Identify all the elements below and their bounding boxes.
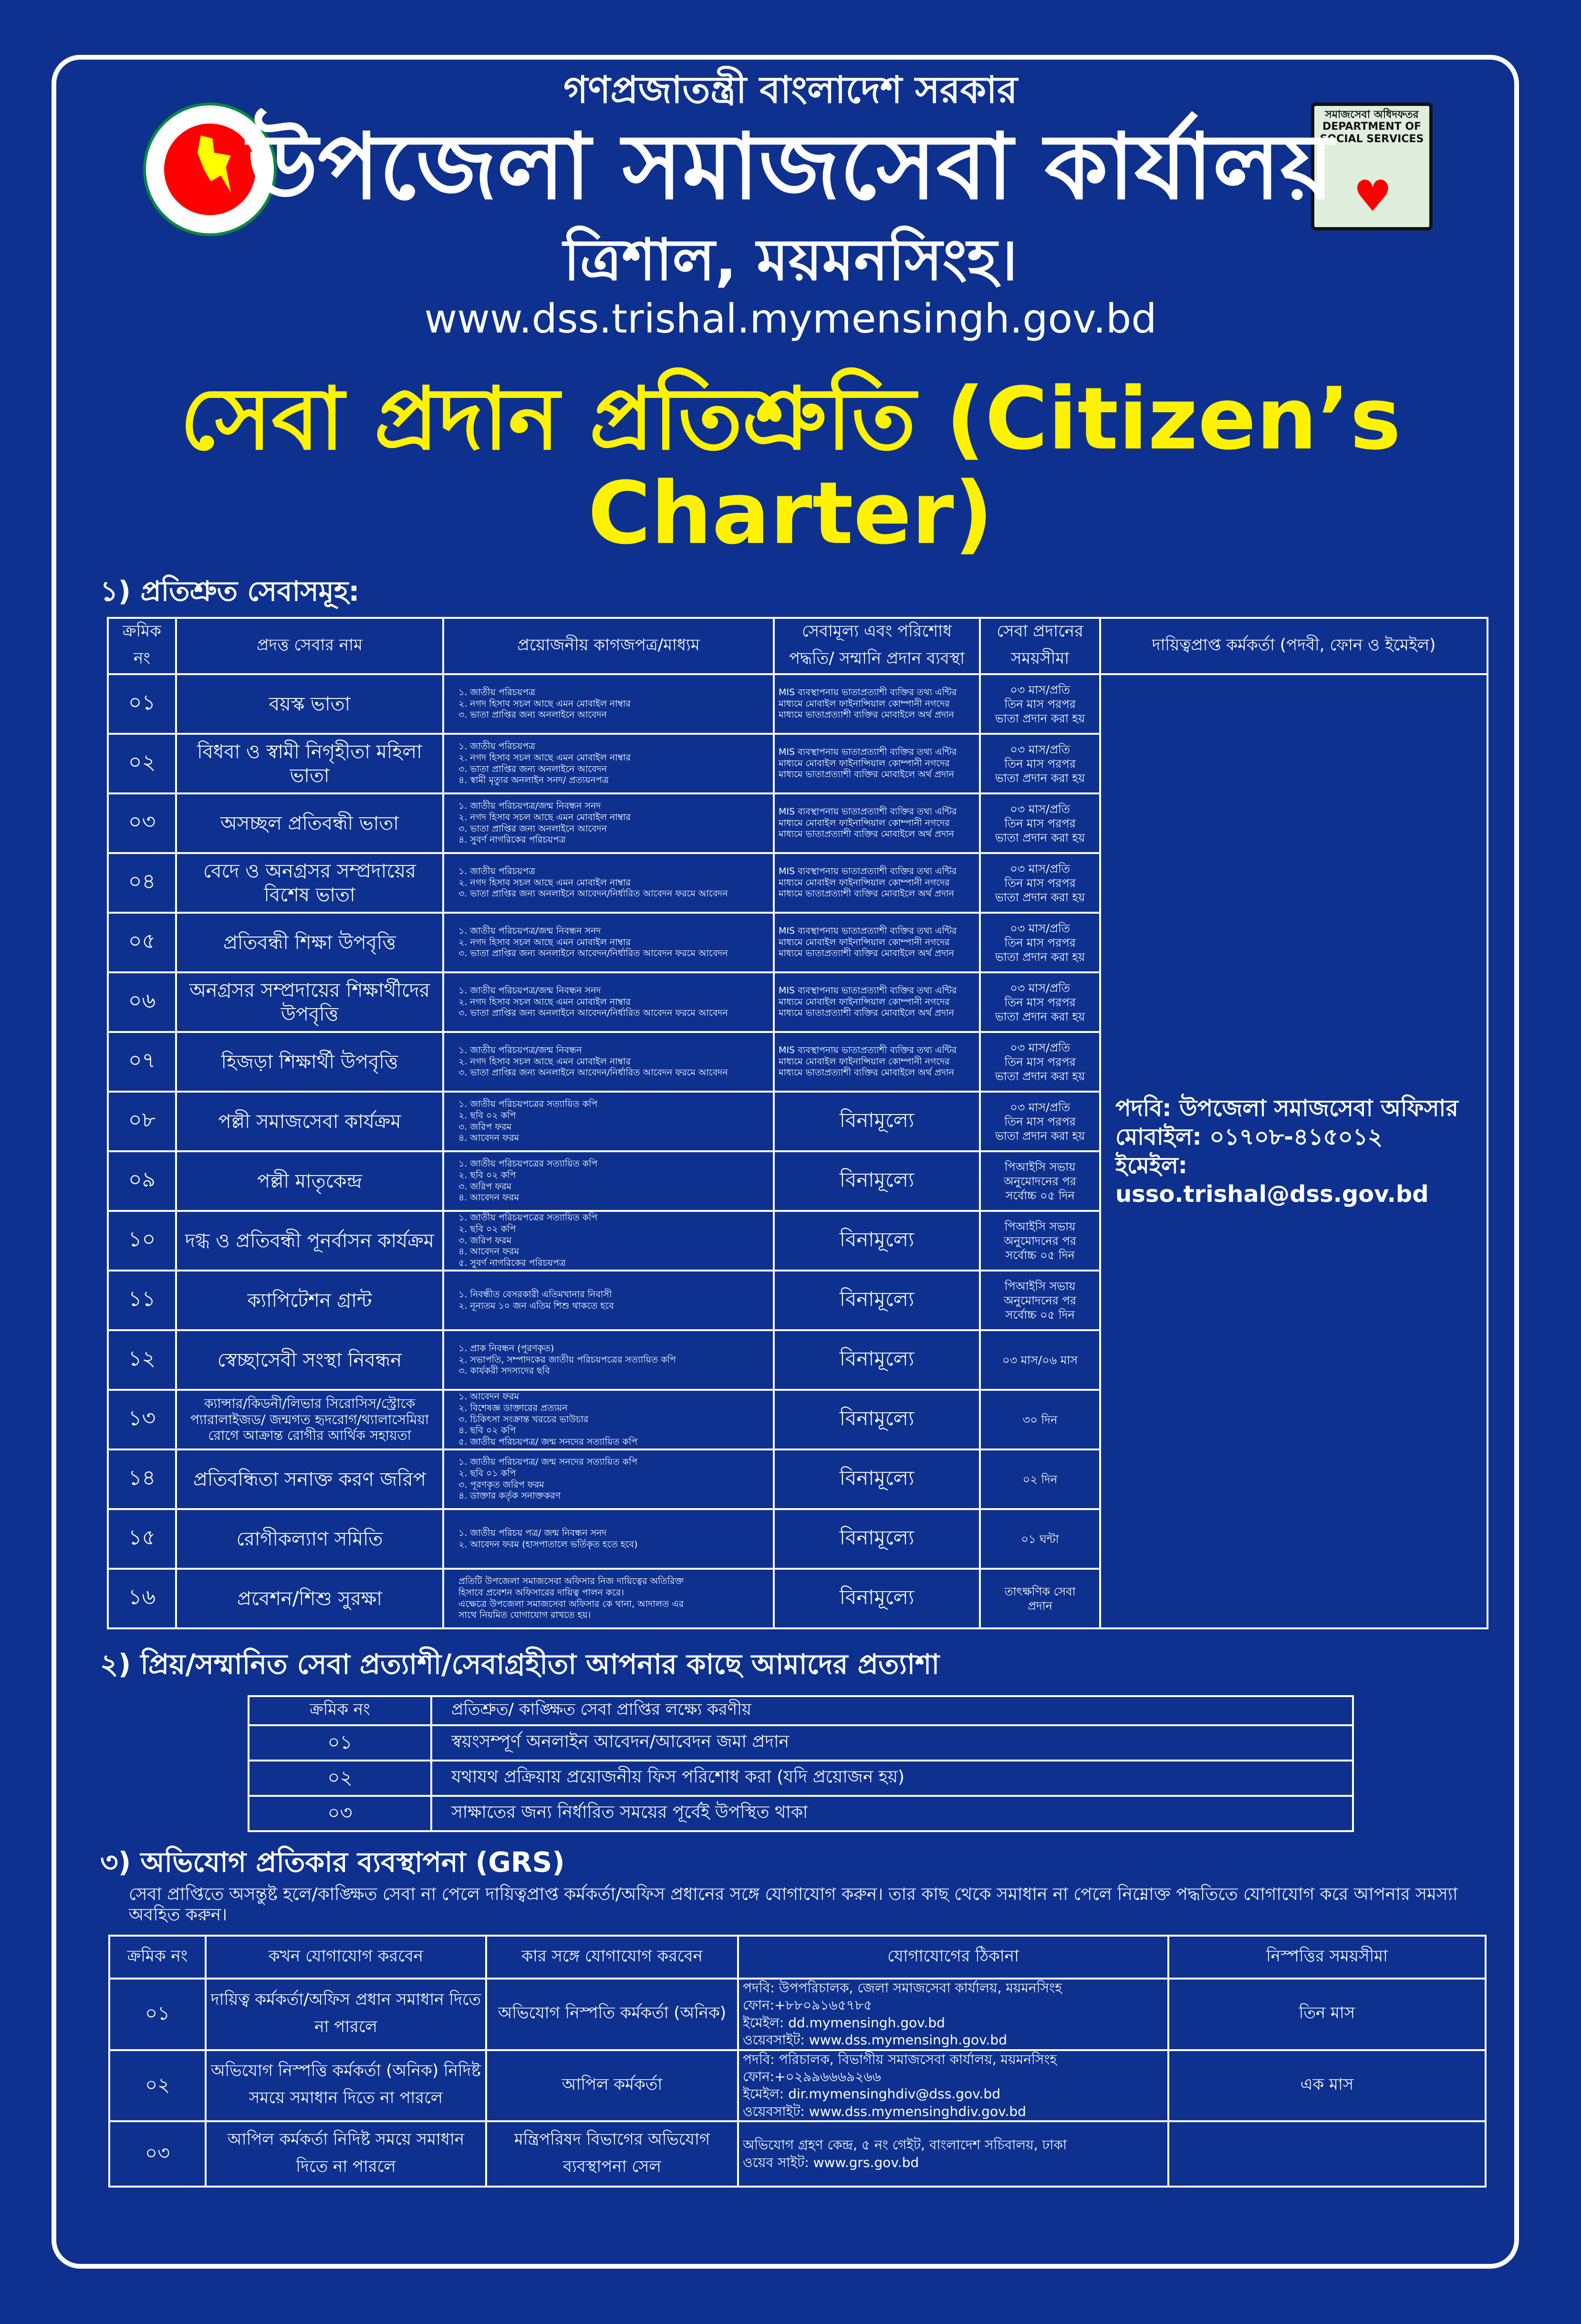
document-item: ৩. ভাতা প্রাপ্তির জন্য অনলাইনে আবেদন: [458, 823, 607, 834]
payment-method: [774, 1390, 980, 1449]
payment-line: বিনামূল্যে: [839, 1168, 915, 1191]
payment-method: [774, 972, 980, 1032]
payment-line: বিনামূল্যে: [839, 1347, 915, 1370]
service-name: প্রতিবন্ধী শিক্ষা উপবৃত্তি: [176, 913, 443, 972]
document-item: ৪. স্বামী মৃত্যুর অনলাইন সনদ/ প্রত্যয়নপত্র: [458, 775, 609, 786]
required-documents: [443, 972, 774, 1032]
payment-line: বিনামূল্যে: [839, 1108, 915, 1132]
time-line: ভাতা প্রদান করা হয়: [995, 890, 1085, 904]
required-documents: [443, 913, 774, 972]
required-documents: [443, 1330, 774, 1390]
time-line: তিন মাস পরপর: [1004, 757, 1076, 771]
column-header: সেবা প্রদানের সময়সীমা: [980, 618, 1100, 674]
when-to-contact: অভিযোগ নিস্পত্তি কর্মকর্তা (অনিক) নিদিষ্ট সময়ে সমাধান দিতে না পারলে: [206, 2050, 486, 2122]
time-line: তাৎক্ষণিক সেবা: [1004, 1584, 1076, 1598]
document-item: ৩. ভাতা প্রাপ্তির জন্য অনলাইনে আবেদন/নির্ধারিত আবেদন ফরমে আবেদন: [458, 888, 728, 899]
time-line: ০৩ মাস/প্রতি: [1010, 1041, 1070, 1054]
column-header: ক্রমিক নং: [249, 1696, 431, 1725]
document-item: ১. জাতীয় পরিচয়পত্র: [458, 687, 535, 698]
time-line: তিন মাস পরপর: [1004, 876, 1076, 890]
serial-number: ০৮: [108, 1092, 176, 1151]
serial-number: ০২: [109, 2050, 206, 2122]
time-line: ভাতা প্রদান করা হয়: [995, 711, 1085, 725]
serial-number: ০৭: [108, 1032, 176, 1092]
document-item: ২. নগদ হিসাব সচল আছে এমন মোবাইল নাম্বার: [458, 752, 631, 763]
document-item: ৪. সুবর্ণ নাগরিকের পরিচয়পত্র: [458, 834, 566, 845]
document-item: ১. আবেদন ফরম: [458, 1391, 520, 1402]
payment-method: [774, 1569, 980, 1628]
time-line: প্রদান: [1028, 1599, 1052, 1613]
document-item: ১. নিবন্ধীত বেসরকারী এতিমখানার নিবাসী: [458, 1289, 612, 1300]
service-time-limit: [980, 1032, 1100, 1092]
expectations-table: [248, 1695, 1354, 1832]
payment-line: MIS ব্যবস্থাপনায় ভাতাপ্রত্যাশী ব্যক্তির তথ্য এন্টির: [779, 806, 957, 817]
whom-to-contact: অভিযোগ নিস্পতি কর্মকর্তা (অনিক): [486, 1979, 738, 2050]
time-line: ০৩ মাস/প্রতি: [1010, 862, 1070, 875]
required-documents: [443, 734, 774, 793]
document-item: ১. জাতীয় পরিচয়পত্র/জন্ম নিবন্ধন সনদ: [458, 985, 601, 996]
document-item: এক্ষেত্রে উপজেলা সমাজসেবা অফিসার কে থানা, আদালত এর: [458, 1598, 684, 1609]
document-item: ২. নগদ হিসাব সচল আছে এমন মোবাইল নাম্বার: [458, 812, 631, 823]
document-item: ২. আবেদন ফরম (হাসপাতালে ভর্তিকৃত হতে হবে): [458, 1539, 638, 1550]
document-item: ৩. ভাতা প্রাপ্তির জন্য অনলাইনে আবেদন: [458, 763, 607, 774]
section2-title: ২) প্রিয়/সম্মানিত সেবা প্রত্যাশী/সেবাগ্রহীতা আপনার কাছে আমাদের প্রত্যাশা: [100, 1648, 940, 1680]
table-row: [249, 1796, 1353, 1831]
serial-number: ০৫: [108, 913, 176, 972]
serial-number: ০২: [249, 1761, 431, 1796]
payment-method: [774, 734, 980, 793]
contact-address: [738, 2121, 1168, 2187]
payment-line: মাধ্যমে ভাতাপ্রত্যাশী ব্যক্তির মোবাইলে অর্থ প্রদান: [779, 948, 954, 959]
document-item: ৩. ভাতা প্রাপ্তির জন্য অনলাইনে আবেদন: [458, 709, 607, 720]
document-item: ৩. জরিপ ফরম: [458, 1235, 512, 1246]
table-row: [109, 2121, 1486, 2187]
payment-method: [774, 1330, 980, 1390]
time-line: ভাতা প্রদান করা হয়: [995, 1010, 1085, 1023]
expectation-text: যথাযথ প্রক্রিয়ায় প্রয়োজনীয় ফিস পরিশোধ করা (যদি প্রয়োজন হয়): [431, 1761, 1353, 1796]
required-documents: [443, 1211, 774, 1271]
document-item: ১. প্রাক নিবন্ধন (পূরণকৃত): [458, 1343, 554, 1354]
document-item: ২. সভাপতি, সম্পাদকের জাতীয় পরিচয়পত্রের সত্যায়িত কপি: [458, 1354, 676, 1365]
document-item: ৩. ভাতা প্রাপ্তির জন্য অনলাইনে আবেদন/নির্ধারিত আবেদন ফরমে আবেদন: [458, 1008, 728, 1019]
payment-method: [774, 1271, 980, 1330]
government-name: গণপ্রজাতন্ত্রী বাংলাদেশ সরকার: [563, 69, 1018, 112]
document-item: ১. জাতীয় পরিচয় পত্র/ জন্ম নিবন্ধন সনদ: [458, 1527, 607, 1538]
document-item: ১. জাতীয় পরিচয়পত্র/জন্ম নিবন্ধন সনদ: [458, 925, 601, 936]
serial-number: ১২: [108, 1330, 176, 1390]
column-header: নিস্পত্তির সময়সীমা: [1168, 1936, 1486, 1979]
time-line: ৩০ দিন: [1022, 1413, 1058, 1427]
document-item: হিসাবে প্রবেশন অফিসারের দায়িত্ব পালন করে।: [458, 1587, 624, 1598]
time-line: সর্বোচ্চ ০৫ দিন: [1005, 1248, 1075, 1262]
serial-number: ০৬: [108, 972, 176, 1032]
document-item: ৫. জাতীয় পরিচয়পত্র/ জন্ম সনদের সত্যায়িত কপি: [458, 1437, 638, 1448]
serial-number: ০৩: [108, 793, 176, 853]
when-to-contact: দায়িত্ব কর্মকর্তা/অফিস প্রধান সমাধান দিতে না পারলে: [206, 1979, 486, 2050]
time-line: ০৩ মাস/প্রতি: [1010, 683, 1070, 697]
document-item: ২. নগদ হিসাব সচল আছে এমন মোবাইল নাম্বার: [458, 937, 631, 948]
service-time-limit: [980, 972, 1100, 1032]
officer-email[interactable]: ইমেইল: usso.trishal@dss.gov.bd: [1115, 1152, 1429, 1208]
time-line: ০২ দিন: [1022, 1472, 1058, 1486]
expectation-text: সাক্ষাতের জন্য নির্ধারিত সময়ের পূর্বেই উপস্থিত থাকা: [431, 1796, 1353, 1831]
document-item: ২. নগদ হিসাব সচল আছে এমন মোবাইল নাম্বার: [458, 1056, 631, 1067]
officer-mobile: মোবাইল: ০১৭০৮-৪১৫০১২: [1115, 1124, 1383, 1150]
service-time-limit: [980, 1390, 1100, 1449]
office-title: উপজেলা সমাজসেবা কার্যালয়: [247, 114, 1334, 219]
payment-line: বিনামূল্যে: [839, 1407, 915, 1430]
required-documents: [443, 1569, 774, 1628]
time-line: ভাতা প্রদান করা হয়: [995, 950, 1085, 964]
payment-line: বিনামূল্যে: [839, 1287, 915, 1311]
table-row: [109, 2050, 1486, 2122]
column-header: ক্রমিক নং: [108, 618, 176, 674]
required-documents: [443, 674, 774, 734]
time-line: তিন মাস পরপর: [1004, 1055, 1076, 1069]
time-line: তিন মাস পরপর: [1004, 1115, 1076, 1128]
payment-line: মাধ্যমে ভাতাপ্রত্যাশী ব্যক্তির মোবাইলে অর্থ প্রদান: [779, 829, 954, 840]
time-line: সর্বোচ্চ ০৫ দিন: [1005, 1308, 1075, 1322]
service-time-limit: [980, 913, 1100, 972]
serial-number: ০৩: [249, 1796, 431, 1831]
payment-method: [774, 674, 980, 734]
payment-method: [774, 1509, 980, 1569]
serial-number: ১৩: [108, 1390, 176, 1449]
required-documents: [443, 853, 774, 913]
time-line: তিন মাস পরপর: [1004, 697, 1076, 711]
column-header: দায়িত্বপ্রাপ্ত কর্মকর্তা (পদবী, ফোন ও ইমেইল): [1100, 618, 1487, 674]
expectation-text: স্বয়ংসম্পূর্ণ অনলাইন আবেদন/আবেদন জমা প্রদান: [431, 1725, 1353, 1761]
address-line: পদবি: পরিচালক, বিভাগীয় সমাজসেবা কার্যালয়, ময়মনসিংহ: [743, 2051, 1057, 2067]
document-item: ১. জাতীয় পরিচয়পত্র/ জন্ম সনদের সত্যায়িত কপি: [458, 1457, 638, 1467]
table-row: [249, 1761, 1353, 1796]
document-item: ২. নূন্যতম ১০ জন এতিম শিশু থাকতে হবে: [458, 1300, 614, 1311]
time-line: সর্বোচ্চ ০৫ দিন: [1005, 1188, 1075, 1202]
service-name: পল্লী মাতৃকেন্দ্র: [176, 1151, 443, 1211]
time-line: ভাতা প্রদান করা হয়: [995, 1129, 1085, 1143]
payment-line: MIS ব্যবস্থাপনায় ভাতাপ্রত্যাশী ব্যক্তির তথ্য এন্টির: [779, 1044, 957, 1055]
service-time-limit: [980, 853, 1100, 913]
document-item: ৪. আবেদন ফরম: [458, 1192, 520, 1203]
payment-line: মাধ্যমে মোবাইল ফাইনান্সিয়াল কোম্পানী নগদের: [779, 817, 950, 828]
time-line: পিআইসি সভায়: [1004, 1160, 1076, 1174]
responsible-officer: [1100, 674, 1487, 1628]
required-documents: [443, 1449, 774, 1509]
service-name: ক্যাপিটেশন গ্রান্ট: [176, 1271, 443, 1330]
document-item: ৪. ছবি ০২ কপি: [458, 1425, 516, 1436]
payment-line: মাধ্যমে মোবাইল ফাইনান্সিয়াল কোম্পানী নগদের: [779, 877, 950, 888]
service-time-limit: [980, 1211, 1100, 1271]
required-documents: [443, 1509, 774, 1569]
service-name: হিজড়া শিক্ষার্থী উপবৃত্তি: [176, 1032, 443, 1092]
time-line: ০৩ মাস/প্রতি: [1010, 802, 1070, 816]
resolution-deadline: [1168, 2121, 1486, 2187]
payment-line: মাধ্যমে ভাতাপ্রত্যাশী ব্যক্তির মোবাইলে অর্থ প্রদান: [779, 1008, 954, 1019]
document-item: সাথে নিয়মিত যোগাযোগ রাখতে হয়।: [458, 1610, 591, 1621]
payment-method: [774, 913, 980, 972]
column-header: প্রয়োজনীয় কাগজপত্র/মাধ্যম: [443, 618, 774, 674]
whom-to-contact: আপিল কর্মকর্তা: [486, 2050, 738, 2122]
service-name: রোগীকল্যাণ সমিতি: [176, 1509, 443, 1569]
whom-to-contact: মন্ত্রিপরিষদ বিভাগের অভিযোগ ব্যবস্থাপনা সেল: [486, 2121, 738, 2187]
document-item: প্রতিটি উপজেলা সমাজসেবা অফিসার নিজ দায়িত্বের অতিরিক্ত: [458, 1576, 684, 1586]
website-link[interactable]: www.dss.trishal.mymensingh.gov.bd: [424, 295, 1157, 342]
document-item: ২. ছবি ০২ কপি: [458, 1223, 516, 1234]
required-documents: [443, 1390, 774, 1449]
section1-title: ১) প্রতিশ্রুত সেবাসমূহ:: [100, 575, 360, 607]
table-row: [109, 1979, 1486, 2050]
table-row: [108, 674, 1487, 734]
time-line: ০৩ মাস/০৬ মাস: [1002, 1353, 1078, 1367]
document-item: ২. ছবি ০১ কপি: [458, 1468, 516, 1479]
service-time-limit: [980, 793, 1100, 853]
time-line: পিআইসি সভায়: [1004, 1219, 1076, 1233]
grs-table: [108, 1935, 1487, 2188]
service-time-limit: [980, 1330, 1100, 1390]
payment-line: বিনামূল্যে: [839, 1526, 915, 1549]
payment-method: [774, 853, 980, 913]
payment-method: [774, 793, 980, 853]
document-item: ২. বিশেষজ্ঞ ডাক্তারের প্রত্যয়ন: [458, 1402, 568, 1413]
payment-line: মাধ্যমে ভাতাপ্রত্যাশী ব্যক্তির মোবাইলে অর্থ প্রদান: [779, 769, 954, 780]
time-line: ভাতা প্রদান করা হয়: [995, 831, 1085, 844]
required-documents: [443, 793, 774, 853]
document-item: ১. জাতীয় পরিচয়পত্র/জন্ম নিবন্ধন সনদ: [458, 801, 601, 811]
contact-address: [738, 2050, 1168, 2122]
serial-number: ০১: [108, 674, 176, 734]
office-location: ত্রিশাল, ময়মনসিংহ।: [563, 227, 1018, 293]
resolution-deadline: তিন মাস: [1168, 1979, 1486, 2050]
document-item: ১. জাতীয় পরিচয়পত্র: [458, 741, 535, 751]
time-line: ভাতা প্রদান করা হয়: [995, 771, 1085, 785]
serial-number: ১৪: [108, 1449, 176, 1509]
time-line: তিন মাস পরপর: [1004, 936, 1076, 949]
time-line: অনুমোদনের পর: [1004, 1174, 1076, 1188]
serial-number: ১৫: [108, 1509, 176, 1569]
address-line: ওয়েবসাইট: www.dss.mymensingh.gov.bd: [743, 2032, 1007, 2048]
time-line: পিআইসি সভায়: [1004, 1279, 1076, 1293]
service-name: বয়স্ক ভাতা: [176, 674, 443, 734]
service-time-limit: [980, 1569, 1100, 1628]
time-line: ০৩ মাস/প্রতি: [1010, 921, 1070, 935]
document-item: ৪. আবেদন ফরম: [458, 1133, 520, 1144]
address-line: ওয়েব সাইট: www.grs.gov.bd: [743, 2154, 919, 2170]
address-line: ইমেইল: dd.mymensingh.gov.bd: [743, 2014, 945, 2031]
charter-title: সেবা প্রদান প্রতিশ্রুতি (Citizen’s Charter): [180, 369, 1401, 563]
address-line: ফোন:+৮৮০৯১৬৫৭৮৫: [743, 1997, 873, 2013]
service-name: প্রবেশন/শিশু সুরক্ষা: [176, 1569, 443, 1628]
payment-line: MIS ব্যবস্থাপনায় ভাতাপ্রত্যাশী ব্যক্তির তথ্য এন্টির: [779, 925, 957, 936]
service-time-limit: [980, 1449, 1100, 1509]
time-line: ভাতা প্রদান করা হয়: [995, 1069, 1085, 1083]
grs-intro-text: সেবা প্রাপ্তিতে অসন্তুষ্ট হলে/কাঙ্ক্ষিত সেবা না পেলে দায়িত্বপ্রাপ্ত কর্মকর্তা/অফিস প্রধানের সঙ্গে যোগাযোগ করুন। তার কাছ থেকে সমাধান না পেলে নিম্নোক্ত পদ্ধতিতে যোগাযোগ করে আপনার সমস্যা অবহিত করুন।: [129, 1885, 1458, 1925]
document-item: ৩. ভাতা প্রাপ্তির জন্য অনলাইনে আবেদন/নির্ধারিত আবেদন ফরমে আবেদন: [458, 948, 728, 959]
payment-line: MIS ব্যবস্থাপনায় ভাতাপ্রত্যাশী ব্যক্তির তথ্য এন্টির: [779, 746, 957, 757]
required-documents: [443, 1271, 774, 1330]
time-line: ০৩ মাস/প্রতি: [1010, 981, 1070, 995]
when-to-contact: আপিল কর্মকর্তা নিদিষ্ট সময়ে সমাধান দিতে না পারলে: [206, 2121, 486, 2187]
services-table: [107, 617, 1488, 1629]
service-time-limit: [980, 1151, 1100, 1211]
document-item: ৩. জরিপ ফরম: [458, 1181, 512, 1192]
social-services-logo-text: সমাজসেবা অধিদফতর DEPARTMENT OF SOCIAL SERVICES: [1320, 109, 1424, 145]
document-item: ৩. চিকিৎসা সংক্রান্ত খরচের ভাউচার: [458, 1414, 589, 1425]
time-line: তিন মাস পরপর: [1004, 995, 1076, 1009]
time-line: ০১ ঘন্টা: [1021, 1532, 1059, 1546]
payment-line: মাধ্যমে ভাতাপ্রত্যাশী ব্যক্তির মোবাইলে অর্থ প্রদান: [779, 709, 954, 720]
address-line: পদবি: উপপরিচালক, জেলা সমাজসেবা কার্যালয়, ময়মনসিংহ: [743, 1980, 1062, 1996]
document-item: ১. জাতীয় পরিচয়পত্র/জন্ম নিবন্ধন: [458, 1044, 582, 1055]
section3-title: ৩) অভিযোগ প্রতিকার ব্যবস্থাপনা (GRS): [100, 1846, 565, 1878]
payment-line: মাধ্যমে মোবাইল ফাইনান্সিয়াল কোম্পানী নগদের: [779, 698, 950, 709]
serial-number: ০২: [108, 734, 176, 793]
serial-number: ০৯: [108, 1151, 176, 1211]
serial-number: ০১: [249, 1725, 431, 1761]
serial-number: ১৬: [108, 1569, 176, 1628]
document-item: ১. জাতীয় পরিচয়পত্রের সত্যায়িত কপি: [458, 1099, 598, 1109]
address-line: ফোন:+০২৯৯৬৬৬৯২৬৬: [743, 2068, 881, 2084]
service-name: বিধবা ও স্বামী নিগৃহীতা মহিলা ভাতা: [176, 734, 443, 793]
service-name: ক্যান্সার/কিডনী/লিভার সিরোসিস/স্ট্রোকে প্যারালাইজড/ জন্মগত হৃদরোগ/থ্যালাসেমিয়া রোগে আক্রান্ত রোগীর আর্থিক সহায়তা: [176, 1390, 443, 1449]
time-line: ০৩ মাস/প্রতি: [1010, 1100, 1070, 1114]
address-line: ইমেইল: dir.mymensinghdiv@dss.gov.bd: [743, 2086, 1000, 2102]
document-item: ৫. সুবর্ণ নাগরিকের পরিচয়পত্র: [458, 1258, 566, 1269]
service-time-limit: [980, 734, 1100, 793]
payment-line: মাধ্যমে ভাতাপ্রত্যাশী ব্যক্তির মোবাইলে অর্থ প্রদান: [779, 1067, 954, 1078]
address-line: অভিযোগ গ্রহণ কেন্দ্র, ৫ নং গেইট, বাংলাদেশ সচিবালয়, ঢাকা: [743, 2137, 1067, 2153]
column-header: যোগাযোগের ঠিকানা: [738, 1936, 1168, 1979]
contact-address: [738, 1979, 1168, 2050]
address-line: ওয়েবসাইট: www.dss.mymensinghdiv.gov.bd: [743, 2103, 1026, 2119]
document-item: ২. ছবি ০২ কপি: [458, 1110, 516, 1121]
service-name: প্রতিবন্ধিতা সনাক্ত করণ জরিপ: [176, 1449, 443, 1509]
payment-line: বিনামূল্যে: [839, 1466, 915, 1490]
document-item: ১. জাতীয় পরিচয়পত্রের সত্যায়িত কপি: [458, 1212, 598, 1223]
service-name: অসচ্ছল প্রতিবন্ধী ভাতা: [176, 793, 443, 853]
document-item: ২. নগদ হিসাব সচল আছে এমন মোবাইল নাম্বার: [458, 996, 631, 1007]
service-name: দগ্ধ ও প্রতিবন্ধী পূনর্বাসন কার্যক্রম: [176, 1211, 443, 1271]
payment-line: মাধ্যমে মোবাইল ফাইনান্সিয়াল কোম্পানী নগদের: [779, 996, 950, 1007]
document-item: ৩. ভাতা প্রাপ্তির জন্য অনলাইনে আবেদন/নির্ধারিত আবেদন ফরমে আবেদন: [458, 1067, 728, 1078]
column-header: ক্রমিক নং: [109, 1936, 206, 1979]
document-item: ২. নগদ হিসাব সচল আছে এমন মোবাইল নাম্বার: [458, 877, 631, 888]
payment-line: মাধ্যমে মোবাইল ফাইনান্সিয়াল কোম্পানী নগদের: [779, 1056, 950, 1067]
document-item: ১. জাতীয় পরিচয়পত্র: [458, 865, 535, 876]
service-name: অনগ্রসর সম্প্রদায়ের শিক্ষার্থীদের উপবৃত্তি: [176, 972, 443, 1032]
service-time-limit: [980, 674, 1100, 734]
payment-line: বিনামূল্যে: [839, 1228, 915, 1251]
payment-method: [774, 1092, 980, 1151]
document-item: ২. ছবি ০২ কপি: [458, 1169, 516, 1180]
service-name: স্বেচ্ছাসেবী সংস্থা নিবন্ধন: [176, 1330, 443, 1390]
officer-designation: পদবি: উপজেলা সমাজসেবা অফিসার: [1115, 1095, 1458, 1122]
service-time-limit: [980, 1092, 1100, 1151]
payment-method: [774, 1151, 980, 1211]
document-item: ৪. আবেদন ফরম: [458, 1246, 520, 1257]
service-time-limit: [980, 1509, 1100, 1569]
column-header: সেবামূল্য এবং পরিশোধ পদ্ধতি/ সম্মানি প্রদান ব্যবস্থা: [774, 618, 980, 674]
payment-line: বিনামূল্যে: [839, 1585, 915, 1609]
document-item: ২. নগদ হিসাব সচল আছে এমন মোবাইল নাম্বার: [458, 698, 631, 709]
column-header: প্রতিশ্রুত/ কাঙ্ক্ষিত সেবা প্রাপ্তির লক্ষ্যে করণীয়: [431, 1696, 1353, 1725]
serial-number: ০১: [109, 1979, 206, 2050]
serial-number: ০৪: [108, 853, 176, 913]
service-name: পল্লী সমাজসেবা কার্যক্রম: [176, 1092, 443, 1151]
time-line: তিন মাস পরপর: [1004, 816, 1076, 830]
serial-number: ০৩: [109, 2121, 206, 2187]
payment-method: [774, 1032, 980, 1092]
serial-number: ১০: [108, 1211, 176, 1271]
document-item: ১. জাতীয় পরিচয়পত্রের সত্যায়িত কপি: [458, 1158, 598, 1169]
payment-line: MIS ব্যবস্থাপনায় ভাতাপ্রত্যাশী ব্যক্তির তথ্য এন্টির: [779, 985, 957, 996]
payment-method: [774, 1449, 980, 1509]
table-row: [249, 1725, 1353, 1761]
required-documents: [443, 1151, 774, 1211]
payment-line: মাধ্যমে ভাতাপ্রত্যাশী ব্যক্তির মোবাইলে অর্থ প্রদান: [779, 888, 954, 899]
required-documents: [443, 1032, 774, 1092]
serial-number: ১১: [108, 1271, 176, 1330]
document-item: ৩. জরিপ ফরম: [458, 1121, 512, 1132]
service-time-limit: [980, 1271, 1100, 1330]
column-header: কখন যোগাযোগ করবেন: [206, 1936, 486, 1979]
payment-line: মাধ্যমে মোবাইল ফাইনান্সিয়াল কোম্পানী নগদের: [779, 758, 950, 769]
service-name: বেদে ও অনগ্রসর সম্প্রদায়ের বিশেষ ভাতা: [176, 853, 443, 913]
document-item: ৪. ডাক্তার কর্তৃক সনাক্তকরণ: [458, 1490, 561, 1501]
document-item: ৩. কার্যকরী সদস্যদের ছবি: [458, 1365, 550, 1376]
time-line: ০৩ মাস/প্রতি: [1010, 742, 1070, 756]
heart-icon: ♥: [1353, 171, 1392, 221]
payment-line: মাধ্যমে মোবাইল ফাইনান্সিয়াল কোম্পানী নগদের: [779, 937, 950, 948]
payment-line: MIS ব্যবস্থাপনায় ভাতাপ্রত্যাশী ব্যক্তির তথ্য এন্টির: [779, 687, 957, 698]
column-header: প্রদত্ত সেবার নাম: [176, 618, 443, 674]
payment-method: [774, 1211, 980, 1271]
payment-line: MIS ব্যবস্থাপনায় ভাতাপ্রত্যাশী ব্যক্তির তথ্য এন্টির: [779, 865, 957, 876]
column-header: কার সঙ্গে যোগাযোগ করবেন: [486, 1936, 738, 1979]
document-item: ৩. পূরণকৃত জরিপ ফরম: [458, 1479, 544, 1490]
time-line: অনুমোদনের পর: [1004, 1293, 1076, 1307]
time-line: অনুমোদনের পর: [1004, 1234, 1076, 1248]
resolution-deadline: এক মাস: [1168, 2050, 1486, 2122]
required-documents: [443, 1092, 774, 1151]
